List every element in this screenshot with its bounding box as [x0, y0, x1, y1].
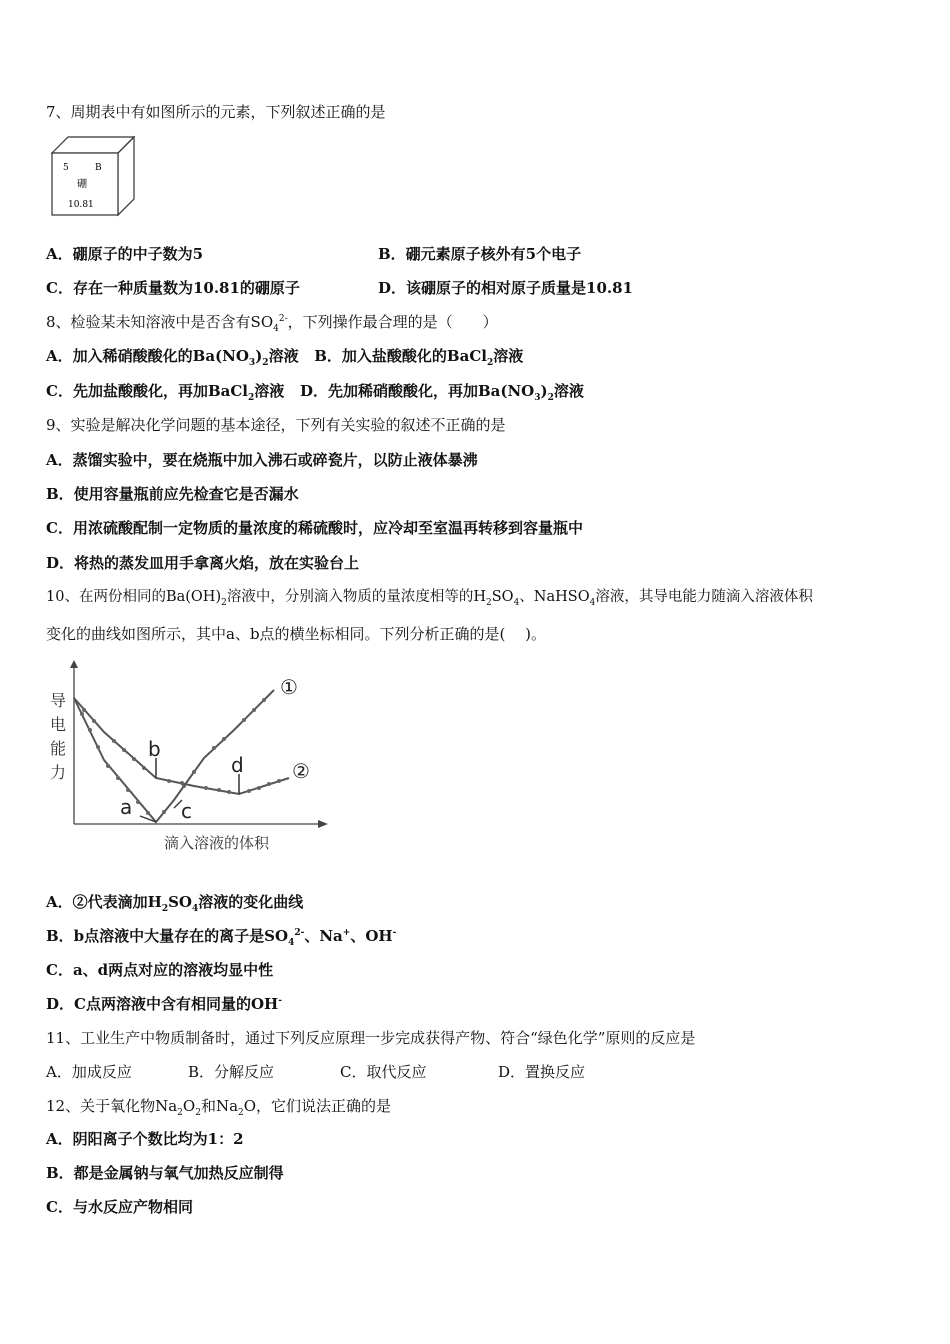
q9-option-a: A．蒸馏实验中，要在烧瓶中加入沸石或碎瓷片，以防止液体暴沸: [46, 451, 478, 469]
q9-option-c: C．用浓硫酸配制一定物质的量浓度的稀硫酸时，应冷却至室温再转移到容量瓶中: [46, 519, 583, 537]
q11-option-b: B．分解反应: [188, 1063, 275, 1081]
q7-option-c: C．存在一种质量数为10.81的硼原子: [46, 279, 300, 297]
q8-options-ab: [46, 346, 523, 366]
curve-1: [74, 690, 274, 822]
q10-option-d: D．C点两溶液中含有相同量的OH-: [46, 995, 282, 1013]
q9-option-d: D．将热的蒸发皿用手拿离火焰，放在实验台上: [46, 554, 360, 572]
point-d-label: d: [231, 753, 244, 777]
q9-stem: 9、实验是解决化学问题的基本途径，下列有关实验的叙述不正确的是: [46, 416, 506, 434]
q10-option-b: B．b点溶液中大量存在的离子是$SO_4^{2-}$、Na+、OH-: [46, 927, 397, 948]
q8-option-b: B．加入盐酸酸化的BaCl$_2$溶液: [314, 347, 524, 368]
q12-option-a: A．阴阳离子个数比均为1：2: [46, 1130, 244, 1148]
point-b-label: b: [148, 737, 161, 761]
q12-stem: 12、关于氧化物$Na_2O_2$和$Na_2O$，它们说法正确的是: [46, 1097, 392, 1118]
curve-2-label: ②: [292, 759, 310, 783]
element-tile-boron: [46, 133, 138, 217]
q10-stem-line2: 变化的曲线如图所示，其中a、b点的横坐标相同。下列分析正确的是( )。: [46, 625, 547, 643]
y-label-3: 能: [50, 739, 67, 758]
q7-option-a: A．硼原子的中子数为5: [46, 245, 204, 263]
element-mass: 10.81: [68, 200, 94, 210]
y-label-4: 力: [50, 763, 67, 782]
q10-option-a: A．②代表滴加$H_2SO_4$溶液的变化曲线: [46, 893, 304, 914]
curve-1-label: ①: [280, 675, 298, 699]
y-label-1: 导: [50, 691, 67, 710]
q8-option-d: D．先加稀硝酸酸化，再加$Ba(NO_3)_2$溶液: [299, 382, 584, 403]
element-number: 5: [63, 163, 69, 173]
x-axis-arrow: [318, 820, 328, 828]
q8-stem: 8、检验某未知溶液中是否含有$SO_4^{2-}$，下列操作最合理的是（ ）: [46, 313, 498, 334]
y-label-2: 电: [50, 715, 67, 734]
q7-option-b: B．硼元素原子核外有5个电子: [378, 245, 582, 263]
q11-option-a: A．加成反应: [46, 1063, 132, 1081]
x-label: 滴入溶液的体积: [164, 834, 270, 852]
q11-option-d: D．置换反应: [498, 1063, 586, 1081]
q8-option-c: C．先加盐酸酸化，再加BaCl$_2$溶液: [46, 382, 285, 403]
q10-stem-line1: 10、在两份相同的$Ba(OH)_2$溶液中，分别滴入物质的量浓度相等的$H_2SO_4$、NaHSO$_4$溶液，其导电能力随滴入溶液体积: [46, 589, 813, 608]
q12-option-b: B．都是金属钠与氧气加热反应制得: [46, 1164, 284, 1182]
q11-option-c: C．取代反应: [340, 1063, 427, 1081]
conductivity-graph: [44, 660, 334, 860]
q10-option-c: C．a、d两点对应的溶液均显中性: [46, 961, 274, 979]
q12-option-c: C．与水反应产物相同: [46, 1198, 193, 1216]
y-axis-arrow: [70, 660, 78, 668]
q7-option-d: D．该硼原子的相对原子质量是10.81: [378, 279, 633, 297]
element-name: 硼: [77, 179, 87, 190]
q8-options-cd: [46, 381, 584, 401]
q7-stem: 7、周期表中有如图所示的元素，下列叙述正确的是: [46, 103, 386, 121]
q11-stem: 11、工业生产中物质制备时，通过下列反应原理一步完成获得产物、符合“绿色化学”原则的反应是: [46, 1029, 696, 1047]
curve-2: [74, 698, 289, 794]
curve-2-markers: [82, 708, 281, 794]
point-c-label: c: [181, 799, 192, 823]
q9-option-b: B．使用容量瓶前应先检查它是否漏水: [46, 485, 299, 503]
point-a-label: a: [120, 795, 133, 819]
element-symbol: B: [95, 163, 102, 173]
q8-option-a: A．加入稀硝酸酸化的$Ba(NO_3)_2$溶液: [46, 347, 299, 368]
